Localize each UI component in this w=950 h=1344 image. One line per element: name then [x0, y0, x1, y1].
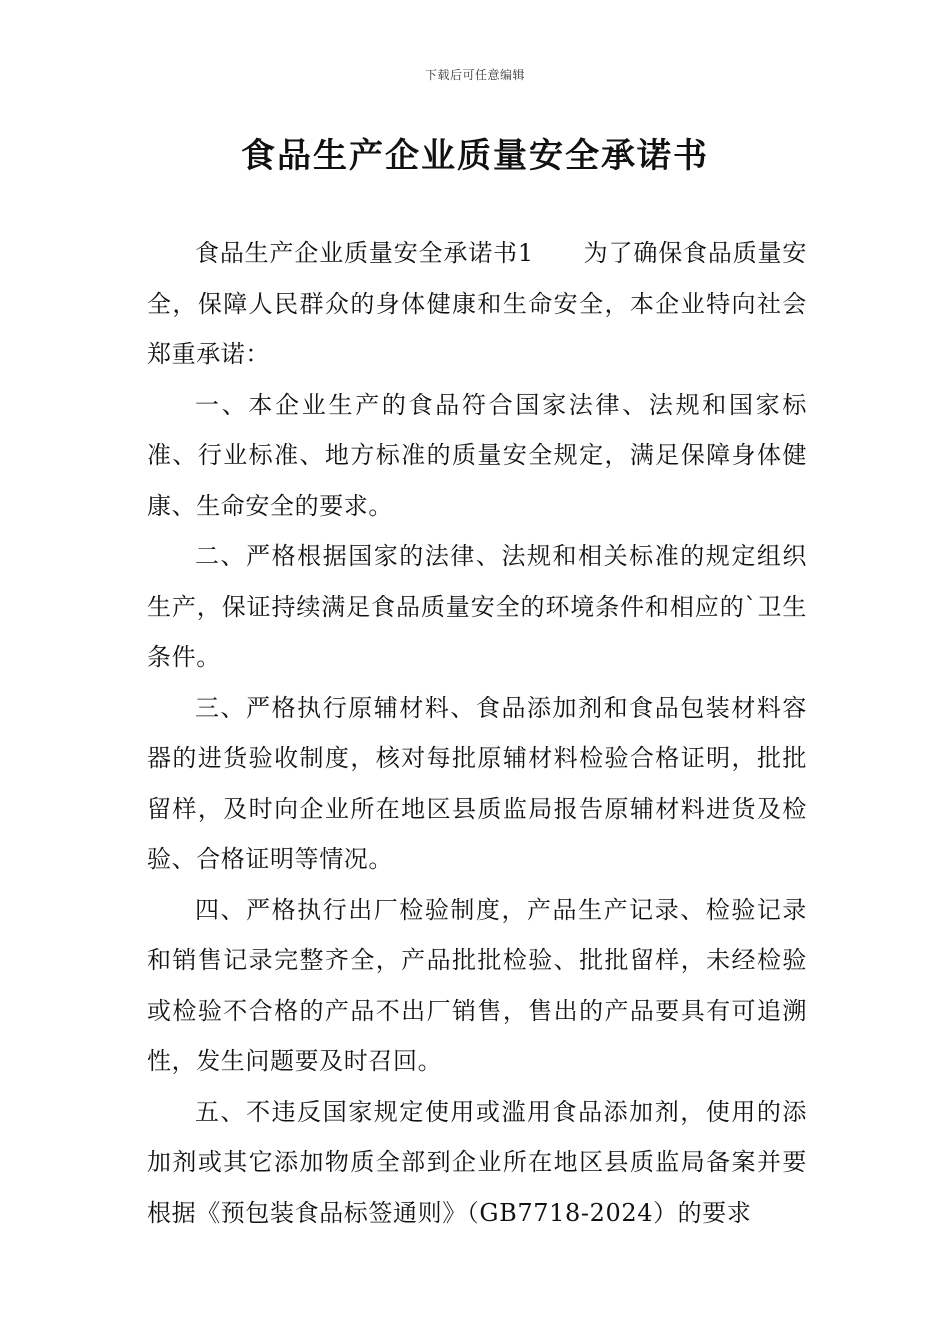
- paragraph-item-5: 五、不违反国家规定使用或滥用食品添加剂，使用的添加剂或其它添加物质全部到企业所在地区县质监局备案并要根据《预包装食品标签通则》（GB7718-2024）的要求: [147, 1097, 807, 1227]
- paragraph-item-1: 一、本企业生产的食品符合国家法律、法规和国家标准、行业标准、地方标准的质量安全规定，满足保障身体健康、生命安全的要求。: [147, 390, 807, 520]
- paragraph-item-2: 二、严格根据国家的法律、法规和相关标准的规定组织生产，保证持续满足食品质量安全的环境条件和相应的`卫生条件。: [147, 542, 807, 671]
- document-title: 食品生产企业质量安全承诺书: [241, 136, 709, 176]
- paragraph-item-4: 四、严格执行出厂检验制度，产品生产记录、检验记录和销售记录完整齐全，产品批批检验、批批留样，未经检验或检验不合格的产品不出厂销售，售出的产品要具有可追溯性，发生问题要及时召回。: [147, 895, 807, 1075]
- document-body: [147, 228, 807, 1238]
- paragraph-intro: 食品生产企业质量安全承诺书1 为了确保食品质量安全，保障人民群众的身体健康和生命安全，本企业特向社会郑重承诺：: [147, 239, 807, 368]
- header-note: 下载后可任意编辑: [424, 68, 525, 82]
- paragraph-item-3: 三、严格执行原辅材料、食品添加剂和食品包装材料容器的进货验收制度，核对每批原辅材料检验合格证明，批批留样，及时向企业所在地区县质监局报告原辅材料进货及检验、合格证明等情况。: [147, 693, 807, 873]
